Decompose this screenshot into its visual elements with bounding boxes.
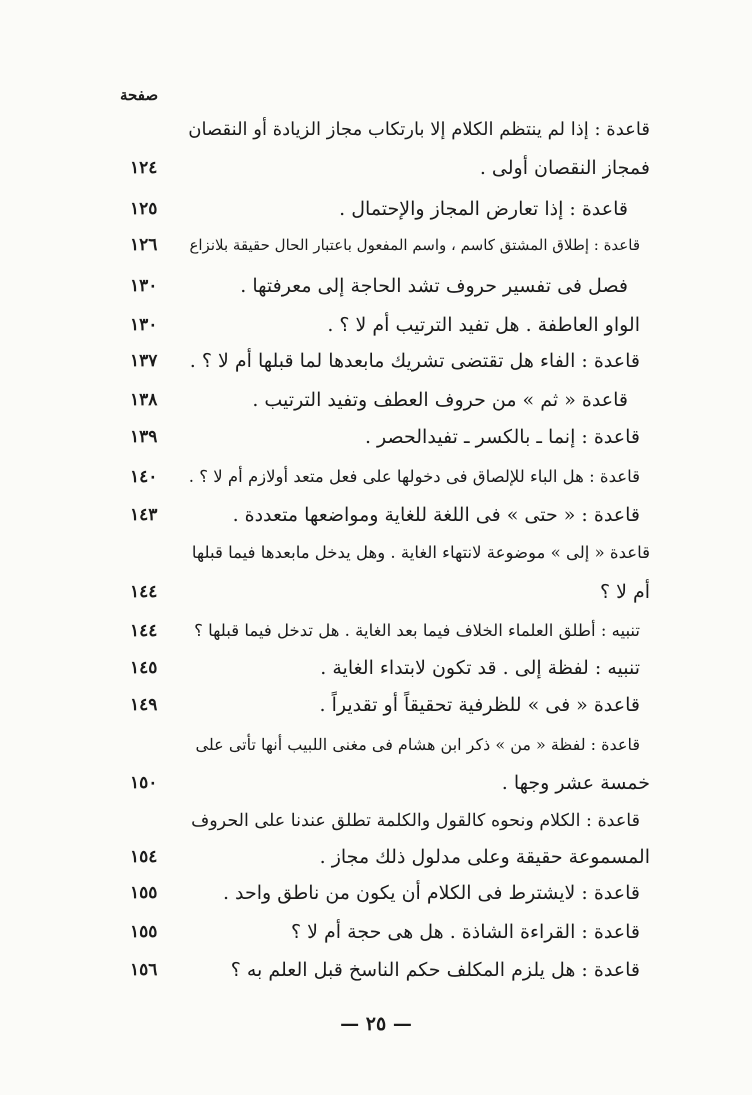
- toc-entry-page: ١٣٧: [130, 351, 158, 371]
- toc-entry-page: ١٥٥: [130, 922, 158, 942]
- toc-entry-page: ١٥٦: [130, 960, 158, 980]
- toc-entry-page: ١٣٩: [130, 427, 158, 447]
- toc-row: [130, 194, 650, 224]
- toc-entry-text: قاعدة : لفظة « من » ذكر ابن هشام فى مغنى اللبيب أنها تأتى على: [195, 735, 640, 754]
- toc-row: [130, 955, 650, 985]
- toc-entry-text: قاعدة : لايشترط فى الكلام أن يكون من ناطق واحد .: [222, 882, 640, 904]
- toc-entry-page: ١٣٠: [130, 315, 158, 335]
- toc-row: [130, 310, 650, 340]
- toc-row: [130, 768, 650, 798]
- toc-entry-page: ١٢٦: [130, 235, 158, 255]
- toc-entry-text: تنبيه : لفظة إلى . قد تكون لابتداء الغاية .: [320, 657, 640, 679]
- toc-entry-text: قاعدة : الفاء هل تقتضى تشريك مابعدها لما قبلها أم لا ؟ .: [189, 350, 640, 372]
- toc-entry-page: ١٢٥: [130, 199, 158, 219]
- toc-row: [130, 842, 650, 872]
- toc-entry-text: قاعدة : القراءة الشاذة . هل هى حجة أم لا ؟: [291, 921, 640, 943]
- toc-entry-page: ١٤٤: [130, 582, 158, 602]
- page-column-header: صفحة: [120, 86, 159, 104]
- toc-entry-text: قاعدة : الكلام ونحوه كالقول والكلمة تطلق عندنا على الحروف: [191, 811, 640, 831]
- toc-entry-text: قاعدة « ثم » من حروف العطف وتفيد الترتيب .: [252, 389, 628, 411]
- toc-entry-text: تنبيه : أطلق العلماء الخلاف فيما بعد الغاية . هل تدخل فيما قبلها ؟: [194, 621, 640, 640]
- toc-row: [130, 653, 650, 683]
- toc-entry-page: ١٤٥: [130, 658, 158, 678]
- toc-entry-page: ١٤٠: [130, 467, 158, 487]
- toc-entry-text: قاعدة « فى » للظرفية تحقيقاً أو تقديراً .: [319, 694, 640, 716]
- page-number: — ٢٥ —: [340, 1013, 412, 1035]
- toc-entry-text: قاعدة « إلى » موضوعة لانتهاء الغاية . وهل يدخل مابعدها فيما قبلها: [191, 543, 650, 562]
- toc-row: [130, 577, 650, 607]
- toc-row: [130, 271, 650, 301]
- toc-entry-page: ١٤٣: [130, 505, 158, 525]
- toc-entry-text: قاعدة : هل الباء للإلصاق فى دخولها على فعل متعد أولازم أم لا ؟ .: [188, 467, 640, 486]
- toc-entry-page: ١٣٠: [130, 276, 158, 296]
- toc-row: [130, 385, 650, 415]
- toc-entry-page: ١٣٨: [130, 390, 158, 410]
- toc-entry-text: قاعدة : إطلاق المشتق كاسم ، واسم المفعول باعتبار الحال حقيقة بلانزاع: [189, 236, 640, 254]
- toc-entry-text: المسموعة حقيقة وعلى مدلول ذلك مجاز .: [319, 846, 650, 868]
- toc-entry-page: ١٤٤: [130, 621, 158, 641]
- toc-row: [130, 115, 650, 145]
- toc-entry-page: ١٢٤: [130, 158, 158, 178]
- toc-row: [130, 878, 650, 908]
- toc-entry-text: فصل فى تفسير حروف تشد الحاجة إلى معرفتها .: [240, 275, 628, 297]
- toc-row: [130, 422, 650, 452]
- toc-entry-text: الواو العاطفة . هل تفيد الترتيب أم لا ؟ .: [327, 314, 640, 336]
- toc-entry-page: ١٥٠: [130, 773, 158, 793]
- toc-entry-text: قاعدة : إذا تعارض المجاز والإحتمال .: [339, 198, 628, 220]
- toc-entry-text: قاعدة : « حتى » فى اللغة للغاية ومواضعها متعددة .: [232, 504, 640, 526]
- toc-row: [130, 230, 650, 260]
- toc-entry-text: قاعدة : إنما ـ بالكسر ـ تفيدالحصر .: [364, 426, 640, 448]
- toc-entry-text: قاعدة : هل يلزم المكلف حكم الناسخ قبل العلم به ؟: [230, 959, 640, 981]
- toc-entry-page: ١٥٥: [130, 883, 158, 903]
- toc-row: [130, 153, 650, 183]
- toc-entry-text: فمجاز النقصان أولى .: [479, 157, 650, 179]
- toc-row: [130, 538, 650, 568]
- toc-row: [130, 730, 650, 760]
- toc-entry-text: أم لا ؟: [599, 581, 650, 603]
- toc-entry-text: خمسة عشر وجها .: [501, 772, 650, 794]
- toc-row: [130, 690, 650, 720]
- toc-row: [130, 346, 650, 376]
- toc-entry-page: ١٥٤: [130, 847, 158, 867]
- toc-row: [130, 462, 650, 492]
- toc-entry-page: ١٤٩: [130, 695, 158, 715]
- toc-entry-text: قاعدة : إذا لم ينتظم الكلام إلا بارتكاب مجاز الزيادة أو النقصان: [188, 119, 650, 140]
- toc-row: [130, 500, 650, 530]
- toc-row: [130, 917, 650, 947]
- toc-row: [130, 806, 650, 836]
- toc-row: [130, 616, 650, 646]
